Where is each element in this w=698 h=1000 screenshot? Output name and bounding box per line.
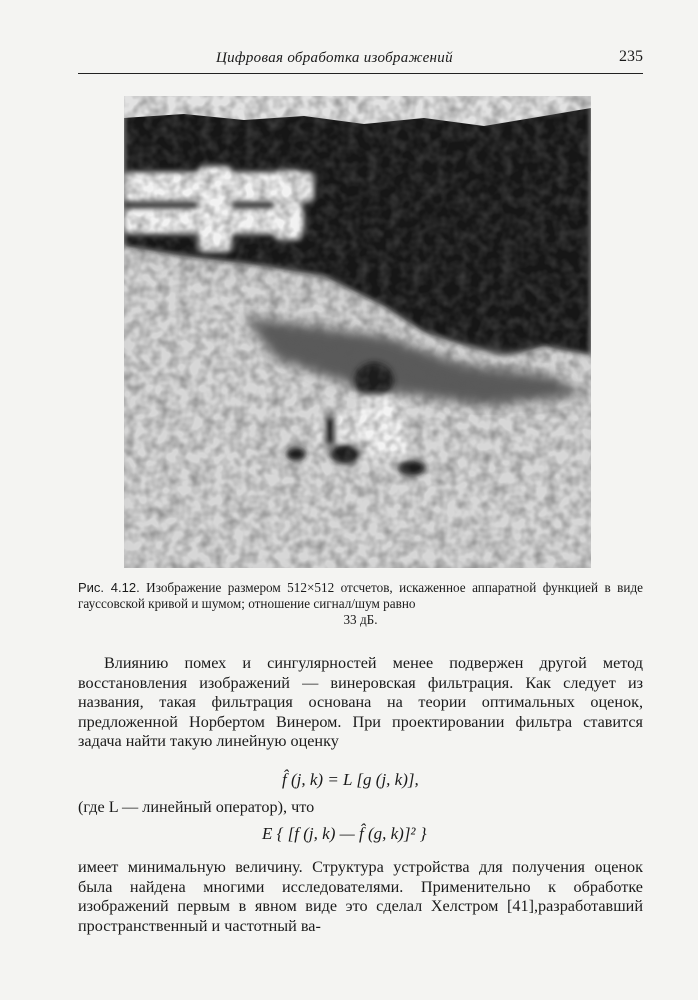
running-head <box>78 48 643 74</box>
equation-2: E { [f (j, k) — f̂ (g, k)]² } <box>262 824 427 843</box>
paragraph-2: (где L — линейный оператор), что <box>78 798 315 816</box>
degraded-photo <box>124 96 591 568</box>
figure-caption <box>78 580 643 628</box>
caption-text: Изображение размером 512×512 отсчетов, искаженное аппаратной функцией в виде гауссовской кривой и шумом; отношение сигнал/шум равно <box>78 580 644 611</box>
paragraph-1: Влиянию помех и сингулярностей менее подвержен другой метод восстановления изображений — винеровская фильтрация. Как следует из названия, такая фильтрация основана на теории оптимальных оценок, предложенной Норбертом Винером. При проектировании фильтра ставится задача найти такую линейную оценку <box>78 654 643 750</box>
caption-number: Рис. 4.12. <box>78 580 140 595</box>
figure-image <box>124 96 591 568</box>
page-number: 235 <box>619 48 643 65</box>
paragraph-3: имеет минимальную величину. Структура устройства для получения оценок была найдена многими исследователями. Применительно к обработке изображений первым в явном виде это сделал Хелстром [41],разработавший пространственный и частотный ва- <box>78 858 643 935</box>
running-head-title: Цифровая обработка изображений <box>216 50 453 66</box>
header-rule <box>78 73 643 74</box>
equation-1: f̂ (j, k) = L [g (j, k)], <box>282 770 419 789</box>
caption-last-line: 33 дБ. <box>343 612 378 627</box>
